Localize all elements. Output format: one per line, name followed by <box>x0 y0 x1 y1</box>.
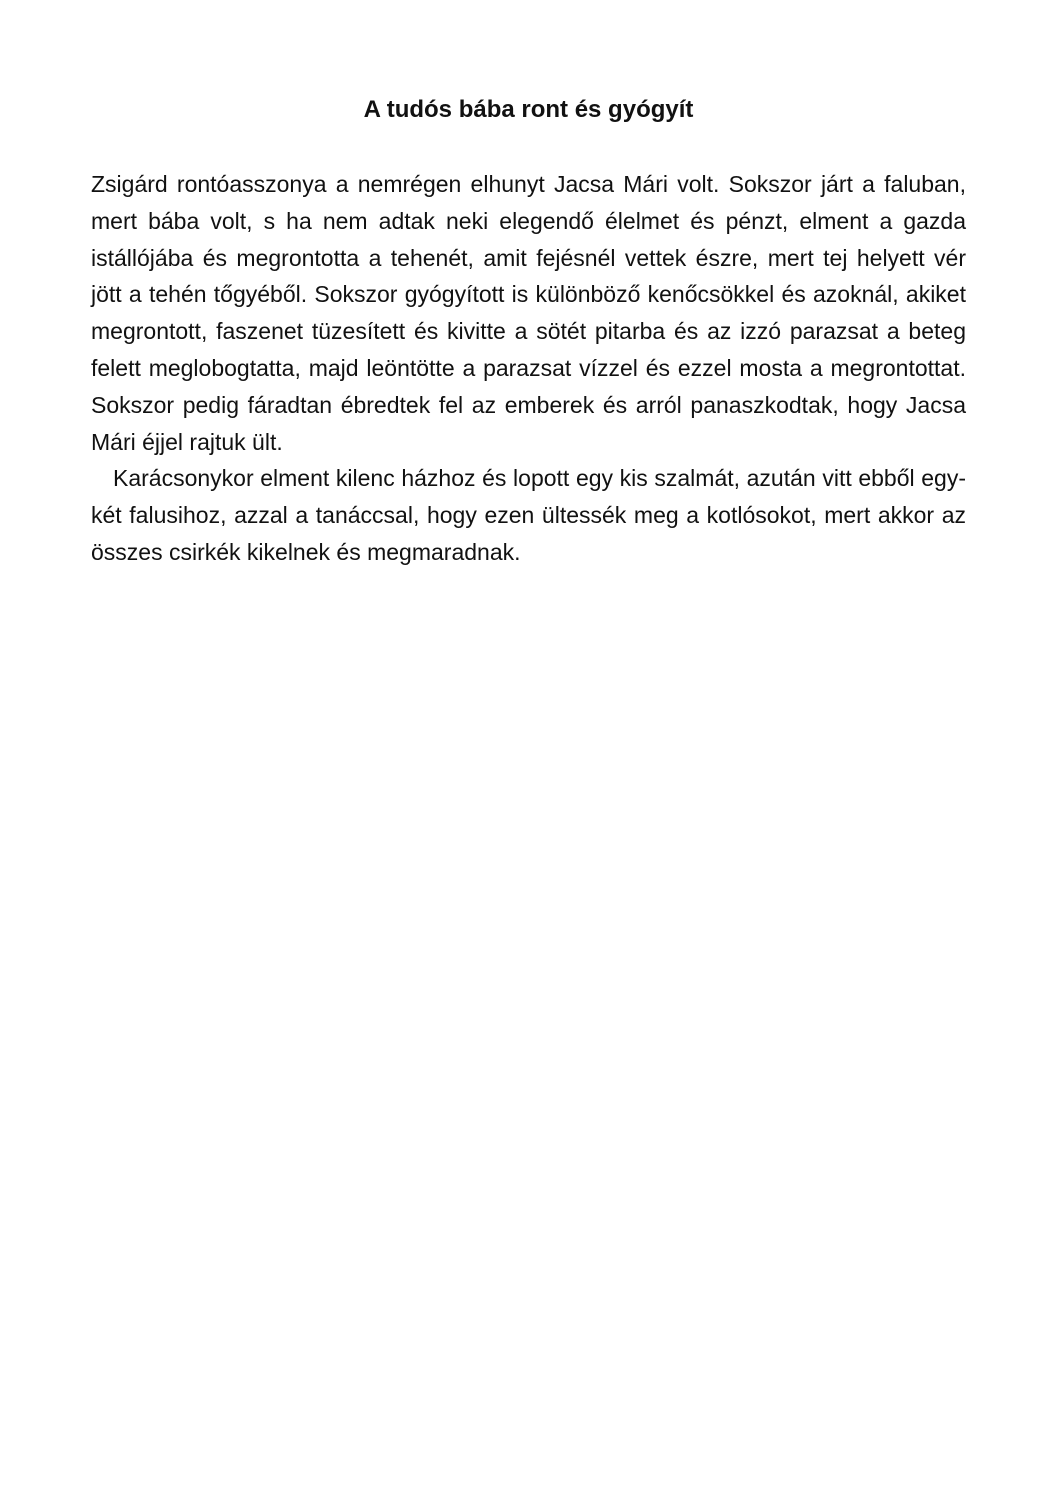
paragraph-1: Zsigárd rontóasszonya a nemrégen elhunyt Jacsa Mári volt. Sokszor járt a faluban, mert bába volt, s ha nem adtak neki elegendő élelmet és pénzt, elment a gazda istállójába és megrontotta a tehenét, amit fejésnél vettek észre, mert tej helyett vér jött a tehén tőgyéből. Sokszor gyógyított is különböző kenőcsökkel és azoknál, akiket megrontott, faszenet tüzesített és kivitte a sötét pitarba és az izzó parazsat a beteg felett meglobogtatta, majd leöntötte a parazsat vízzel és ezzel mosta a megrontottat. Sokszor pedig fáradtan ébredtek fel az emberek és arról panaszkodtak, hogy Jacsa Mári éjjel rajtuk ült. <box>91 171 966 455</box>
document-title: A tudós bába ront és gyógyít <box>363 96 694 123</box>
paragraph-2: Karácsonykor elment kilenc házhoz és lopott egy kis szalmát, azután vitt ebből egy-két falusihoz, azzal a tanáccsal, hogy ezen ültessék meg a kotlósokot, mert akkor az összes csirkék kikelnek és megmaradnak. <box>91 465 966 565</box>
document-body <box>91 166 966 571</box>
